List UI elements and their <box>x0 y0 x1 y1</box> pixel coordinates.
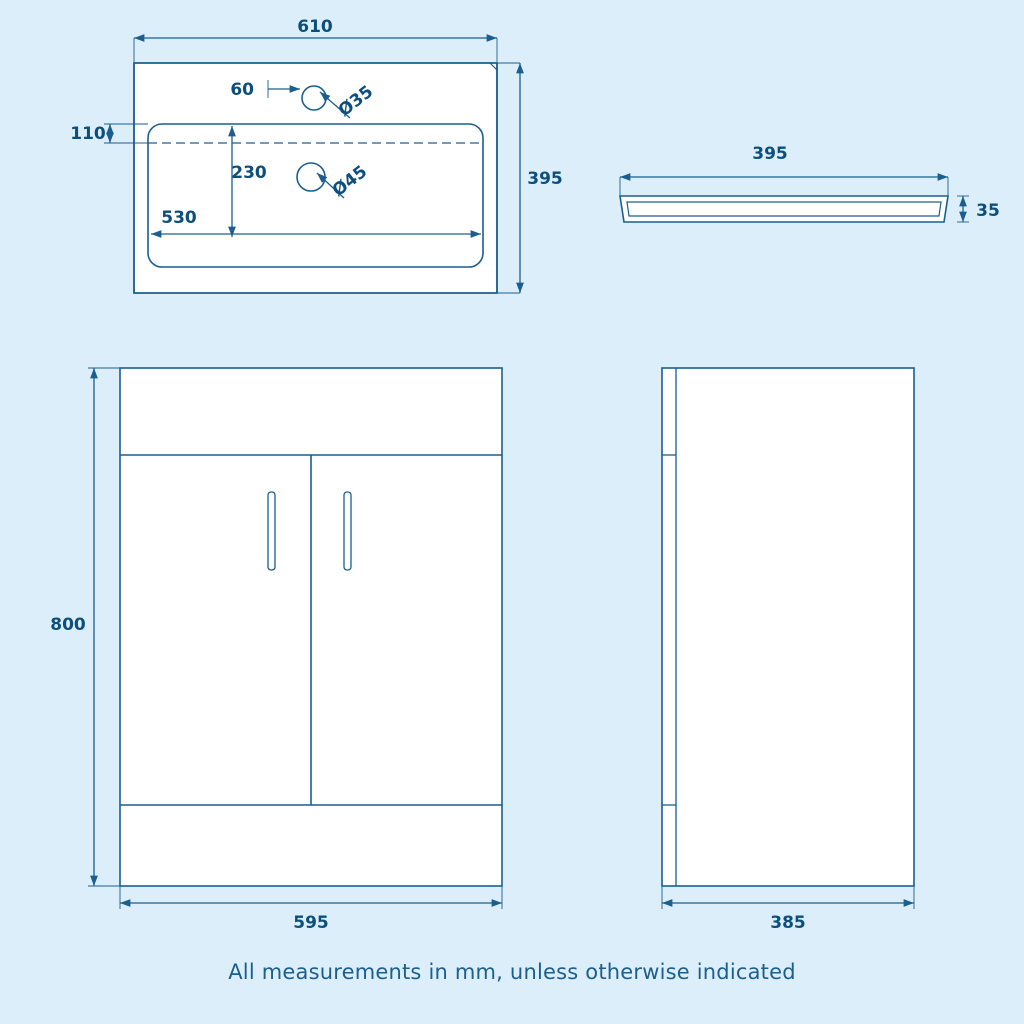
dim-label-depth-395: 395 <box>527 169 563 189</box>
measurement-footnote: All measurements in mm, unless otherwise indicated <box>228 960 796 984</box>
dim-label-rim-110: 110 <box>70 124 106 144</box>
cabinet-front-view <box>50 368 502 933</box>
dim-label-tap-dia: Ø35 <box>334 81 378 121</box>
right-door-handle <box>344 492 351 570</box>
dim-label-bowl-offset-230: 230 <box>231 163 267 183</box>
tap-hole <box>302 86 326 110</box>
dim-label-height-800: 800 <box>50 615 86 635</box>
basin-side-view <box>620 144 1000 222</box>
dim-label-thickness-35: 35 <box>976 201 1000 221</box>
dim-label-width-610: 610 <box>297 17 333 37</box>
basin-top-view <box>70 17 563 293</box>
left-door-handle <box>268 492 275 570</box>
cabinet-side-outline <box>662 368 914 886</box>
basin-side-inner <box>627 202 941 216</box>
dim-label-side-width-395: 395 <box>752 144 788 164</box>
dim-label-tap-offset-60: 60 <box>230 80 254 100</box>
dim-label-waste-dia: Ø45 <box>328 161 372 201</box>
dim-label-width-595: 595 <box>293 913 329 933</box>
basin-bowl-outline <box>148 124 483 267</box>
dim-label-depth-385: 385 <box>770 913 806 933</box>
cabinet-side-view <box>662 368 914 933</box>
dim-label-bowl-width-530: 530 <box>161 208 197 228</box>
